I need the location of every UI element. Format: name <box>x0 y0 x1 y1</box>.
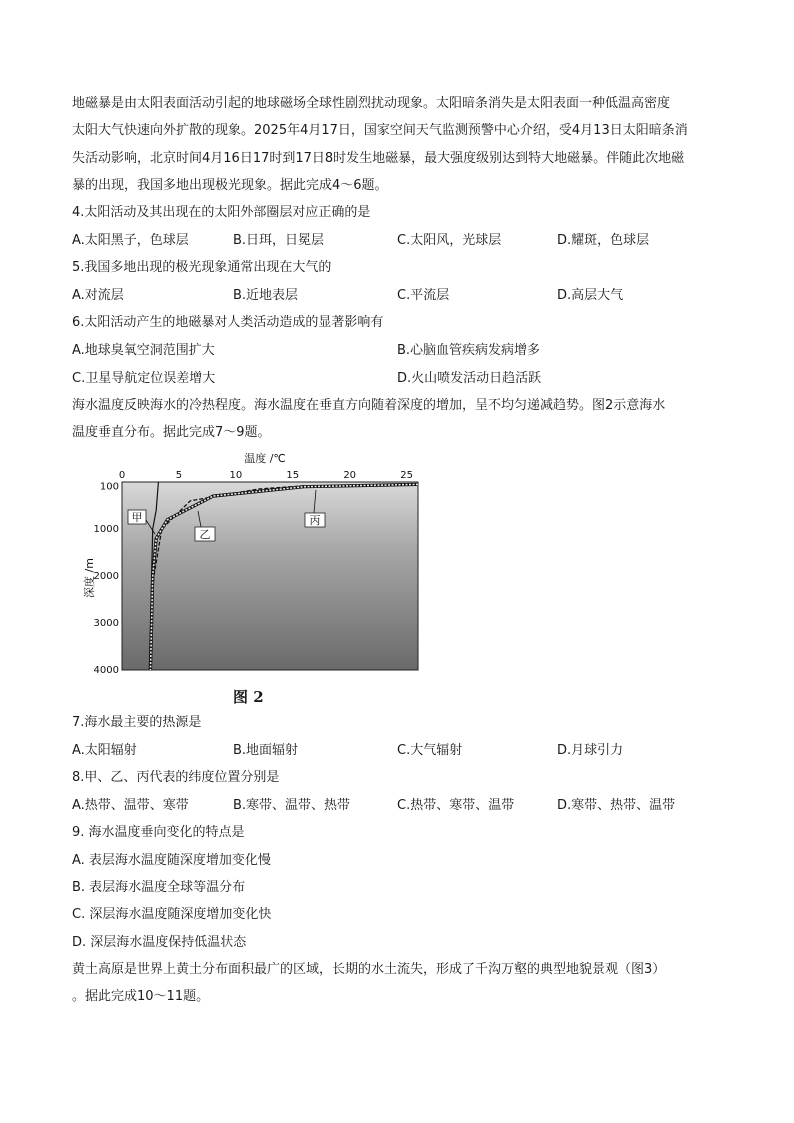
y-tick-label: 3000 <box>93 618 119 629</box>
q6-option-d: D.火山喷发活动日趋活跃 <box>397 371 542 386</box>
passage1-line-4: 暴的出现，我国多地出现极光现象。据此完成4～6题。 <box>72 178 388 193</box>
q4-option-a: A.太阳黑子，色球层 <box>72 233 189 248</box>
q5-option-d: D.高层大气 <box>557 288 624 303</box>
q9-stem: 9. 海水温度垂向变化的特点是 <box>72 825 245 840</box>
q9-option-a: A. 表层海水温度随深度增加变化慢 <box>72 853 271 868</box>
q7-option-c: C.大气辐射 <box>397 743 463 758</box>
y-tick-labels <box>94 482 119 676</box>
y-tick-label: 2000 <box>93 571 119 582</box>
q8-option-b: B.寒带、温带、热带 <box>233 798 351 813</box>
plot-area <box>122 482 418 670</box>
curve-label-yi: 乙 <box>199 528 211 541</box>
q8-option-c: C.热带、寒带、温带 <box>397 798 515 813</box>
q8-option-a: A.热带、温带、寒带 <box>72 798 189 813</box>
y-tick-label: 100 <box>99 481 119 493</box>
q4-option-d: D.耀斑，色球层 <box>557 233 650 248</box>
q9-option-d: D. 深层海水温度保持低温状态 <box>72 935 247 950</box>
q7-option-d: D.月球引力 <box>557 743 624 758</box>
q7-stem: 7.海水最主要的热源是 <box>72 715 202 730</box>
q6-option-c: C.卫星导航定位误差增大 <box>72 371 216 386</box>
x-tick-label: 20 <box>343 470 357 481</box>
q4-option-b: B.日珥，日冕层 <box>233 233 325 248</box>
q8-stem: 8.甲、乙、丙代表的纬度位置分别是 <box>72 770 280 785</box>
q6-stem: 6.太阳活动产生的地磁暴对人类活动造成的显著影响有 <box>72 315 384 330</box>
passage1-line-2: 太阳大气快速向外扩散的现象。2025年4月17日，国家空间天气监测预警中心介绍，受4月13日太阳暗条消 <box>72 123 688 138</box>
x-tick-label: 0 <box>118 470 126 481</box>
q5-option-b: B.近地表层 <box>233 288 299 303</box>
q6-option-a: A.地球臭氧空洞范围扩大 <box>72 343 215 358</box>
q8-option-d: D.寒带、热带、温带 <box>557 798 676 813</box>
q7-option-b: B.地面辐射 <box>233 743 299 758</box>
q4-stem: 4.太阳活动及其出现在的太阳外部圈层对应正确的是 <box>72 205 371 220</box>
passage2-line-1: 海水温度反映海水的冷热程度。海水温度在垂直方向随着深度的增加，呈不均匀递减趋势。图2示意海水 <box>72 398 666 413</box>
y-axis-label: 深度 /m <box>83 558 96 598</box>
q5-option-c: C.平流层 <box>397 288 450 303</box>
q9-option-b: B. 表层海水温度全球等温分布 <box>72 880 246 895</box>
q4-option-c: C.太阳风，光球层 <box>397 233 502 248</box>
x-tick-label: 25 <box>400 470 413 481</box>
x-tick-label: 10 <box>229 470 243 481</box>
passage3-line-2: 。据此完成10～11题。 <box>72 989 210 1004</box>
y-tick-label: 4000 <box>93 665 119 676</box>
curve-label-bing: 丙 <box>309 514 321 527</box>
passage3-line-1: 黄土高原是世界上黄土分布面积最广的区域，长期的水土流失，形成了千沟万壑的典型地貌景观（图3） <box>72 962 666 977</box>
q9-option-c: C. 深层海水温度随深度增加变化快 <box>72 907 272 922</box>
q6-option-b: B.心脑血管疾病发病增多 <box>397 343 541 358</box>
passage2-line-2: 温度垂直分布。据此完成7～9题。 <box>72 425 271 440</box>
passage1-line-3: 失活动影响，北京时间4月16日17时到17日8时发生地磁暴，最大强度级别达到特大地磁暴。伴随此次地磁 <box>72 151 685 166</box>
q5-option-a: A.对流层 <box>72 288 124 303</box>
ocean-temperature-figure <box>83 450 430 676</box>
x-tick-label: 5 <box>175 470 183 481</box>
x-axis-label: 温度 /℃ <box>244 452 286 465</box>
q7-option-a: A.太阳辐射 <box>72 743 137 758</box>
figure-caption: 图 2 <box>233 688 264 706</box>
x-tick-label: 15 <box>286 470 300 481</box>
y-tick-label: 1000 <box>93 524 119 535</box>
passage1-line-1: 地磁暴是由太阳表面活动引起的地球磁场全球性剧烈扰动现象。太阳暗条消失是太阳表面一种低温高密度 <box>72 96 671 111</box>
curve-label-jia: 甲 <box>131 511 143 524</box>
q5-stem: 5.我国多地出现的极光现象通常出现在大气的 <box>72 260 332 275</box>
